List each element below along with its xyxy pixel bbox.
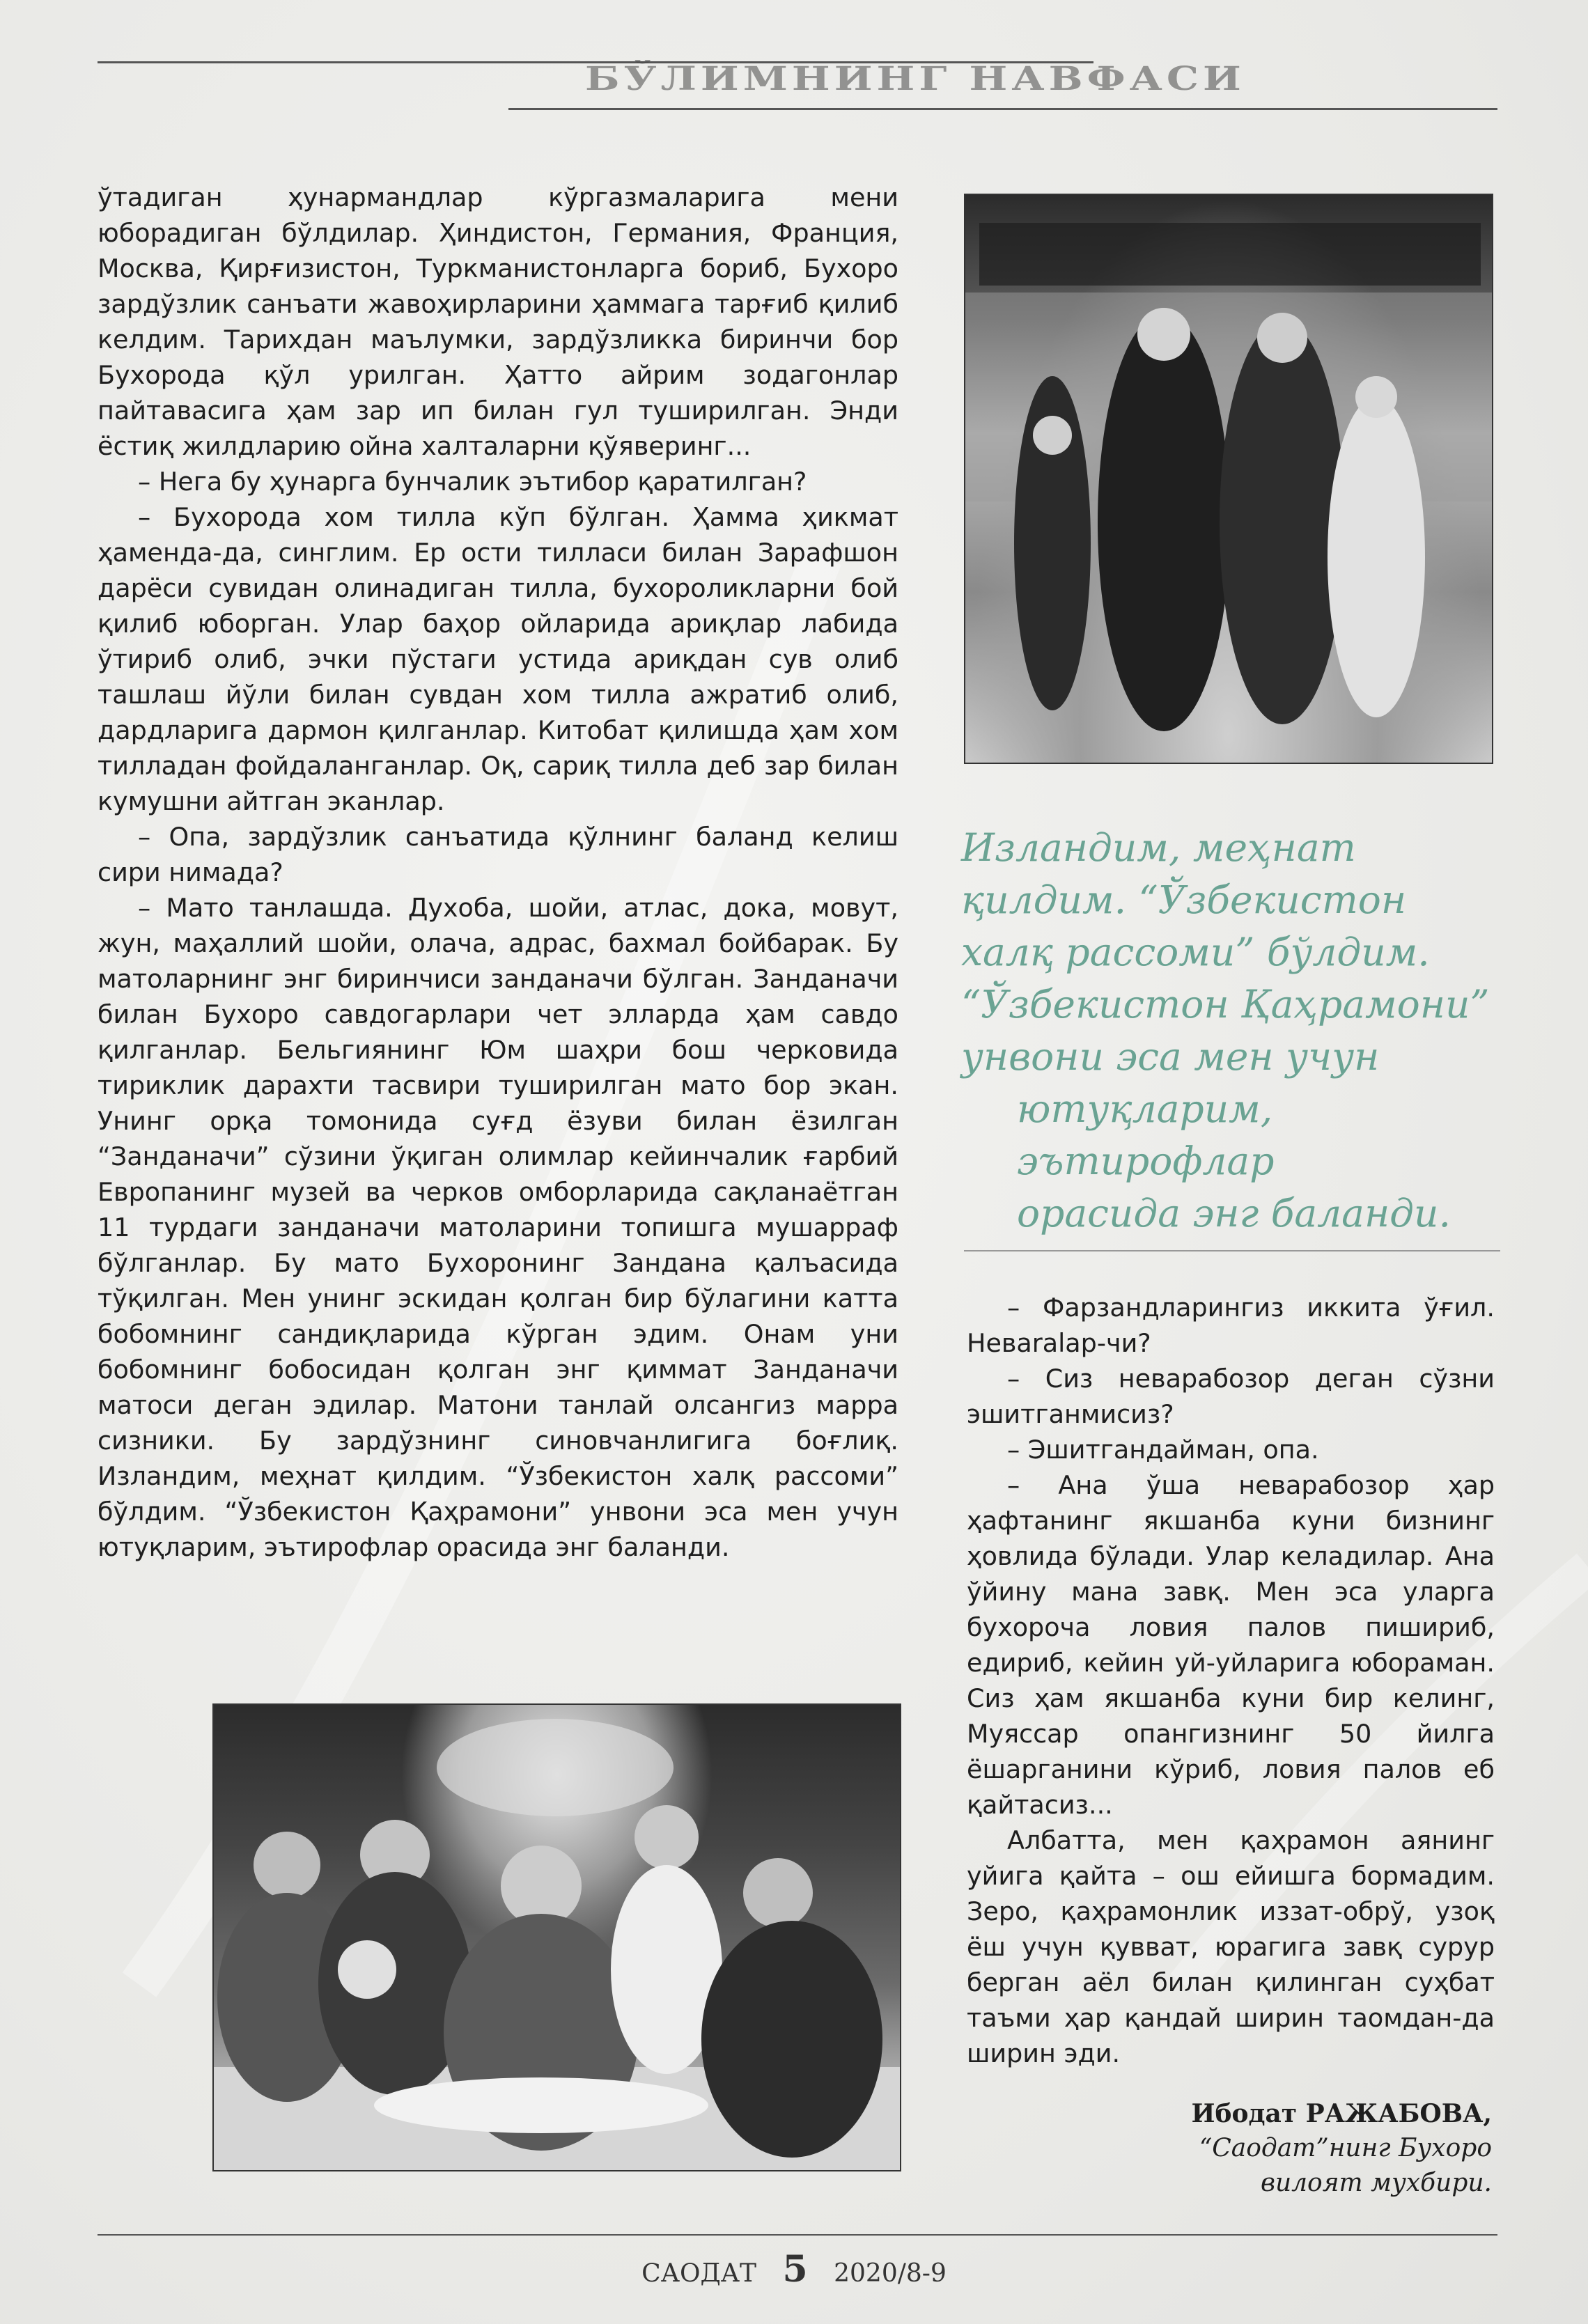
paragraph: – Эшитгандайман, опа. xyxy=(1007,1435,1319,1465)
paragraph: – Фарзандларингиз иккита ўғил. Невaralар-чи? xyxy=(967,1293,1495,1358)
author-role-line1: “Саодат”нинг Бухоро xyxy=(1199,2134,1492,2162)
paragraph: – Мато танлашда. Духоба, шойи, атлас, дока, мовут, жун, маҳаллий шойи, олача, адрас, бахмал бойбарак. Бу матоларнинг энг биринчиси занданачи бўлган. Занданачи билан Бухоро савдогарлари чет элларда ҳам савдо қилганлар. Бельгиянинг Юм шаҳри бош черковида тириклик дарахти тасвири туширилган мато бор экан. Унинг орқа томонида суғд ёзуви билан ёзилган “Занданачи” сўзини ўқиган олимлар кейинчалик ғарбий Европанинг музей ва черков омборларида сақланаётган 11 турдаги занданачи матоларини топишга мушарраф бўлганлар. Бу мато Бухоронинг Зандана қалъасида тўқилган. Мен унинг эскидан қолган бир бўлагини катта бобомнинг сандиқларида кўрган эдим. Онам уни бобомнинг бобосидан қолган энг қиммат Занданачи матоси деган эдилар. Матони танлай олсангиз марра сизники. Бу зардўзнинг синовчанлигига боғлиқ. Изландим, меҳнат қилдим. “Ўзбекистон халқ рассоми” бўлдим. “Ўзбекистон Қаҳрамони” унвони эса мен учун ютуқларим, эътирофлар орасида энг баланди. xyxy=(98,893,898,1562)
paragraph: – Бухорода хом тилла кўп бўлган. Ҳамма ҳикмат ҳаменда-да, синглим. Ер ости тилласи билан Зарафшон дарёси сувидан олинадиган тилла, бухороликларни бой қилиб юборган. Улар баҳор ойларида ариқлар лабида ўтириб олиб, эчки пўстаги устида ариқдан сув олиб ташлаш йўли билан сувдан хом тилла ажратиб олиб, дардларига дармон қилганлар. Китобат қилишда ҳам хом тилладан фойдаланганлар. Оқ, сариқ тилла деб зар билан кумушни айтган эканлар. xyxy=(98,502,898,816)
article-left-column xyxy=(98,180,898,1565)
author-signature xyxy=(961,2096,1492,2201)
paragraph: – Сиз неварабозор деган сўзни эшитганмисиз? xyxy=(967,1364,1495,1429)
pull-quote-line: унвони эса мен учун xyxy=(961,1034,1380,1079)
footer-rule xyxy=(98,2234,1497,2236)
paragraph: – Ана ўша неварабозор ҳар ҳафтанинг якшанба куни бизнинг ҳовлида бўлади. Улар келадилар. Ана ўйину мана завқ. Мен эса уларга бухороча ловия палов пишириб, едириб, кейин уй-уйларига юбораман. Сиз ҳам якшанба куни бир келинг, Муяссар опангизнинг 50 йилга ёшарганини кўриб, ловия палов еб қайтасиз... xyxy=(967,1470,1495,1820)
magazine-name: САОДАТ xyxy=(641,2259,757,2288)
page-number: 5 xyxy=(782,2248,808,2291)
pull-quote-line: “Ўзбекистон Қаҳрамони” xyxy=(961,982,1490,1027)
paragraph: – Нега бу ҳунарга бунчалик эътибор қаратилган? xyxy=(138,467,807,497)
paragraph: – Опа, зардўзлик санъатида қўлнинг баланд келиш сири нимада? xyxy=(98,822,898,887)
historic-photo-figures xyxy=(965,195,1492,763)
pull-quote-line: орасида энг баланди. xyxy=(1017,1191,1451,1235)
author-name: Ибодат РАЖАБОВА, xyxy=(1191,2099,1492,2128)
pull-quote-line: халқ рассоми” бўлдим. xyxy=(961,930,1430,974)
issue-number: 2020/8-9 xyxy=(834,2259,947,2288)
section-title: БЎЛИМНИНГ НАВФАСИ xyxy=(585,60,1245,98)
pull-quote-line: ютуқларим, эътирофлар xyxy=(1017,1086,1275,1183)
pull-quote-line: Изландим, меҳнат xyxy=(961,825,1356,870)
pull-quote-divider xyxy=(964,1250,1500,1251)
paragraph: Албатта, мен қаҳрамон аянинг уйига қайта – ош ейишга бормадим. Зеро, қаҳрамонлик иззат-обрў, узоқ ёш учун қувват, юрагига завқ сурур берган аёл билан қилинган суҳбат таъми ҳар қандай ширин таомдан-да ширин эди. xyxy=(967,1825,1495,2068)
paragraph: ўтадиган ҳунармандлар кўргазмаларига мени юборадиган бўлдилар. Ҳиндистон, Германия, Франция, Москва, Қирғизистон, Туркманистонларга бориб, Бухоро зардўзлик санъати жавоҳирларини ҳаммага тарғиб қилиб келдим. Тарихдан маълумки, зардўзликка биринчи бор Бухорода қўл урилган. Ҳатто айрим зодагонлар пайтавасига ҳам зар ип билан гул туширилган. Энди ёстиқ жилдларию ойна халталарни қўяверинг... xyxy=(98,182,898,461)
header-rule-bottom xyxy=(508,108,1497,110)
family-photo-figures xyxy=(214,1705,900,2170)
family-photo xyxy=(212,1703,901,2171)
author-role-line2: вилоят мухбири. xyxy=(1260,2169,1492,2197)
section-header xyxy=(585,60,1442,102)
pull-quote-line: қилдим. “Ўзбекистон xyxy=(961,878,1407,922)
article-right-column xyxy=(967,1290,1495,2071)
historic-photo xyxy=(964,194,1493,764)
pull-quote xyxy=(961,822,1504,1240)
page-footer xyxy=(0,2248,1588,2291)
